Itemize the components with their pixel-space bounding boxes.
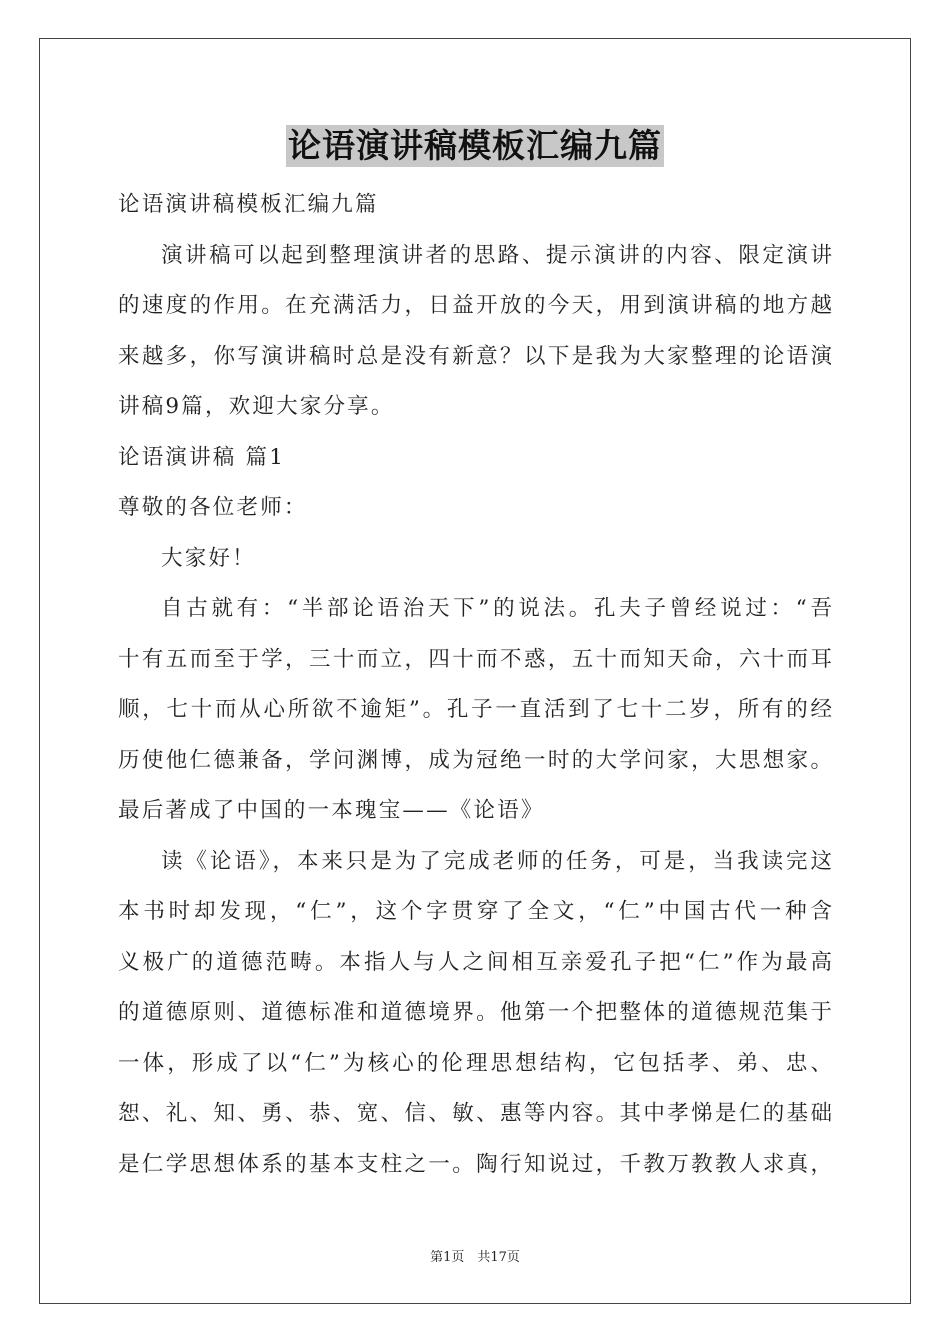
text-line: 一体，形成了以“仁”为核心的伦理思想结构，它包括孝、弟、忠、 (118, 1050, 832, 1076)
title-area (0, 125, 950, 167)
text-line: 的道德原则、道德标准和道德境界。他第一个把整体的道德规范集于 (118, 1000, 832, 1025)
text-line: 大家好！ (161, 545, 256, 571)
text-line: 来越多，你写演讲稿时总是没有新意？以下是我为大家整理的论语演 (118, 343, 832, 369)
text-line: 最后著成了中国的一本瑰宝——《论语》 (118, 798, 545, 823)
text-line: 义极广的道德范畴。本指人与人之间相互亲爱孔子把“仁”作为最高 (118, 949, 832, 975)
text-line: 演讲稿可以起到整理演讲者的思路、提示演讲的内容、限定演讲 (161, 242, 832, 268)
page-footer: 第1页 共17页 (430, 1250, 520, 1265)
text-line: 尊敬的各位老师： (118, 495, 308, 520)
document-body (118, 180, 832, 1190)
text-line: 是仁学思想体系的基本支柱之一。陶行知说过，千教万教教人求真， (118, 1151, 832, 1177)
text-line: 本书时却发现，“仁”，这个字贯穿了全文，“仁”中国古代一种含 (118, 899, 832, 924)
text-line: 顺，七十而从心所欲不逾矩”。孔子一直活到了七十二岁，所有的经 (118, 697, 832, 722)
text-line: 恕、礼、知、勇、恭、宽、信、敏、惠等内容。其中孝悌是仁的基础 (118, 1101, 832, 1126)
text-line: 十有五而至于学，三十而立，四十而不惑，五十而知天命，六十而耳 (118, 646, 832, 672)
text-line: 自古就有：“半部论语治天下”的说法。孔夫子曾经说过：“吾 (161, 596, 832, 621)
document-title: 论语演讲稿模板汇编九篇 (288, 126, 662, 165)
text-line: 历使他仁德兼备，学问渊博，成为冠绝一时的大学问家，大思想家。 (118, 747, 832, 773)
text-line: 讲稿9篇，欢迎大家分享。 (118, 394, 395, 419)
text-line: 论语演讲稿模板汇编九篇 (118, 192, 379, 217)
text-line: 读《论语》，本来只是为了完成老师的任务，可是，当我读完这 (161, 848, 832, 874)
text-line: 的速度的作用。在充满活力，日益开放的今天，用到演讲稿的地方越 (118, 293, 832, 318)
text-line: 论语演讲稿 篇1 (118, 444, 286, 470)
